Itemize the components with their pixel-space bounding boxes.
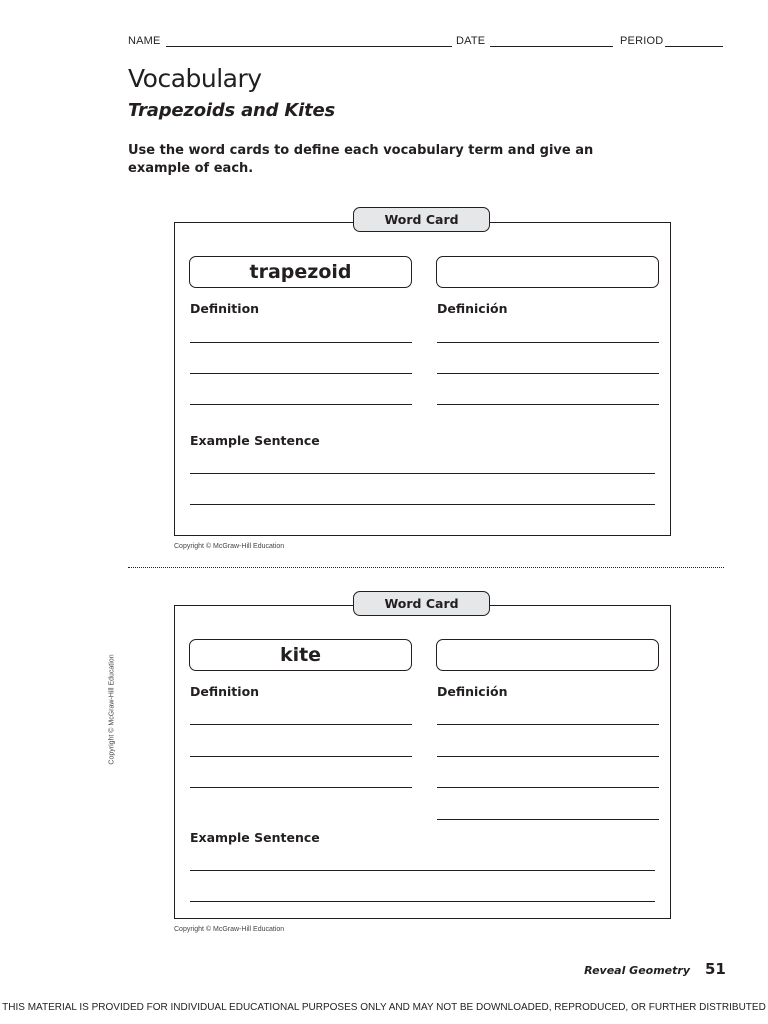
page-number: 51 xyxy=(705,960,726,978)
date-label: DATE xyxy=(456,35,486,47)
example-line[interactable] xyxy=(190,504,655,505)
page-title: Vocabulary xyxy=(128,64,262,93)
definition-label: Definition xyxy=(190,684,260,699)
definicion-line[interactable] xyxy=(437,373,659,374)
card-copyright: Copyright © McGraw-Hill Education xyxy=(174,543,285,550)
definicion-line[interactable] xyxy=(437,342,659,343)
name-label: NAME xyxy=(128,35,161,47)
definicion-line[interactable] xyxy=(437,404,659,405)
definicion-line[interactable] xyxy=(437,787,659,788)
period-field-line[interactable] xyxy=(665,46,723,47)
definicion-label: Definición xyxy=(437,301,508,316)
example-sentence-label: Example Sentence xyxy=(190,830,320,845)
term-box-trapezoid: trapezoid xyxy=(189,256,412,288)
definition-line[interactable] xyxy=(190,373,412,374)
definition-line[interactable] xyxy=(190,724,412,725)
example-sentence-label: Example Sentence xyxy=(190,433,320,448)
cut-line xyxy=(128,567,724,568)
distribution-disclaimer: THIS MATERIAL IS PROVIDED FOR INDIVIDUAL EDUCATIONAL PURPOSES ONLY AND MAY NOT BE DOWNLOADED, REPRODUCED, OR FURTHER DISTRIBUTED xyxy=(2,1002,766,1013)
definicion-label: Definición xyxy=(437,684,508,699)
page-subtitle: Trapezoids and Kites xyxy=(128,100,336,121)
definition-line[interactable] xyxy=(190,404,412,405)
word-card-tab: Word Card xyxy=(353,207,490,232)
book-title: Reveal Geometry xyxy=(584,964,690,977)
example-line[interactable] xyxy=(190,473,655,474)
card-copyright: Copyright © McGraw-Hill Education xyxy=(174,926,285,933)
definition-label: Definition xyxy=(190,301,260,316)
side-copyright: Copyright © McGraw-Hill Education xyxy=(108,654,116,765)
definition-line[interactable] xyxy=(190,342,412,343)
definicion-line[interactable] xyxy=(437,819,659,820)
definicion-line[interactable] xyxy=(437,756,659,757)
example-line[interactable] xyxy=(190,901,655,902)
period-label: PERIOD xyxy=(620,35,664,47)
name-field-line[interactable] xyxy=(166,46,452,47)
term-box-spanish[interactable] xyxy=(436,256,659,288)
date-field-line[interactable] xyxy=(490,46,613,47)
definition-line[interactable] xyxy=(190,787,412,788)
definicion-line[interactable] xyxy=(437,724,659,725)
example-line[interactable] xyxy=(190,870,655,871)
term-box-spanish[interactable] xyxy=(436,639,659,671)
word-card-tab: Word Card xyxy=(353,591,490,616)
instructions: Use the word cards to define each vocabulary term and give an example of each. xyxy=(128,143,594,176)
term-box-kite: kite xyxy=(189,639,412,671)
definition-line[interactable] xyxy=(190,756,412,757)
